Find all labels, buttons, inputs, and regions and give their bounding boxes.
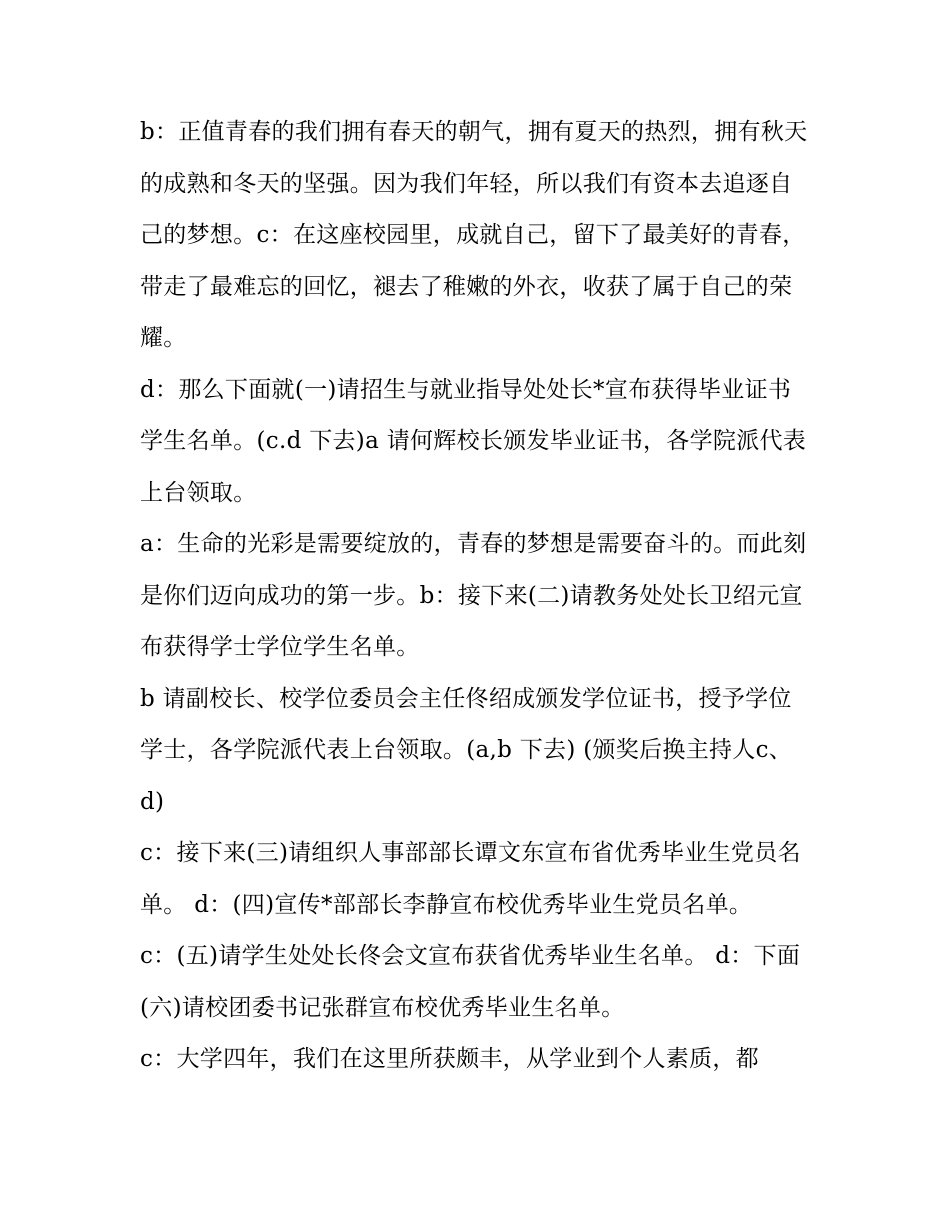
paragraph-bachelor-degree-list: a：生命的光彩是需要绽放的，青春的梦想是需要奋斗的。而此刻是你们迈向成功的第一步。b：接下来(二)请教务处处长卫绍元宣布获得学士学位学生名单。	[140, 531, 807, 660]
document-body	[140, 107, 812, 1086]
paragraph-degree-certificates: b 请副校长、校学位委员会主任佟绍成颁发学位证书，授予学位学士，各学院派代表上台领取。(a,b 下去) (颁奖后换主持人c、d)	[140, 685, 793, 815]
paragraph-outstanding-graduates: c：(五)请学生处处长佟会文宣布获省优秀毕业生名单。 d：下面(六)请校团委书记张群宣布校优秀毕业生名单。	[140, 943, 801, 1021]
paragraph-four-years: c：大学四年，我们在这里所获颇丰，从学业到个人素质，都	[140, 1046, 759, 1072]
paragraph-party-member-lists: c：接下来(三)请组织人事部部长谭文东宣布省优秀毕业生党员名单。 d：(四)宣传*部部长李静宣布校优秀毕业生党员名单。	[140, 840, 801, 918]
paragraph-youth-dreams: b：正值青春的我们拥有春天的朝气，拥有夏天的热烈，拥有秋天的成熟和冬天的坚强。因为我们年轻，所以我们有资本去追逐自己的梦想。c：在这座校园里，成就自己，留下了最美好的青春，带走了最难忘的回忆，褪去了稚嫩的外衣，收获了属于自己的荣耀。	[140, 119, 808, 351]
paragraph-graduation-certificates: d：那么下面就(一)请招生与就业指导处处长*宣布获得毕业证书学生名单。(c.d 下去)a 请何辉校长颁发毕业证书，各学院派代表上台领取。	[140, 376, 807, 506]
